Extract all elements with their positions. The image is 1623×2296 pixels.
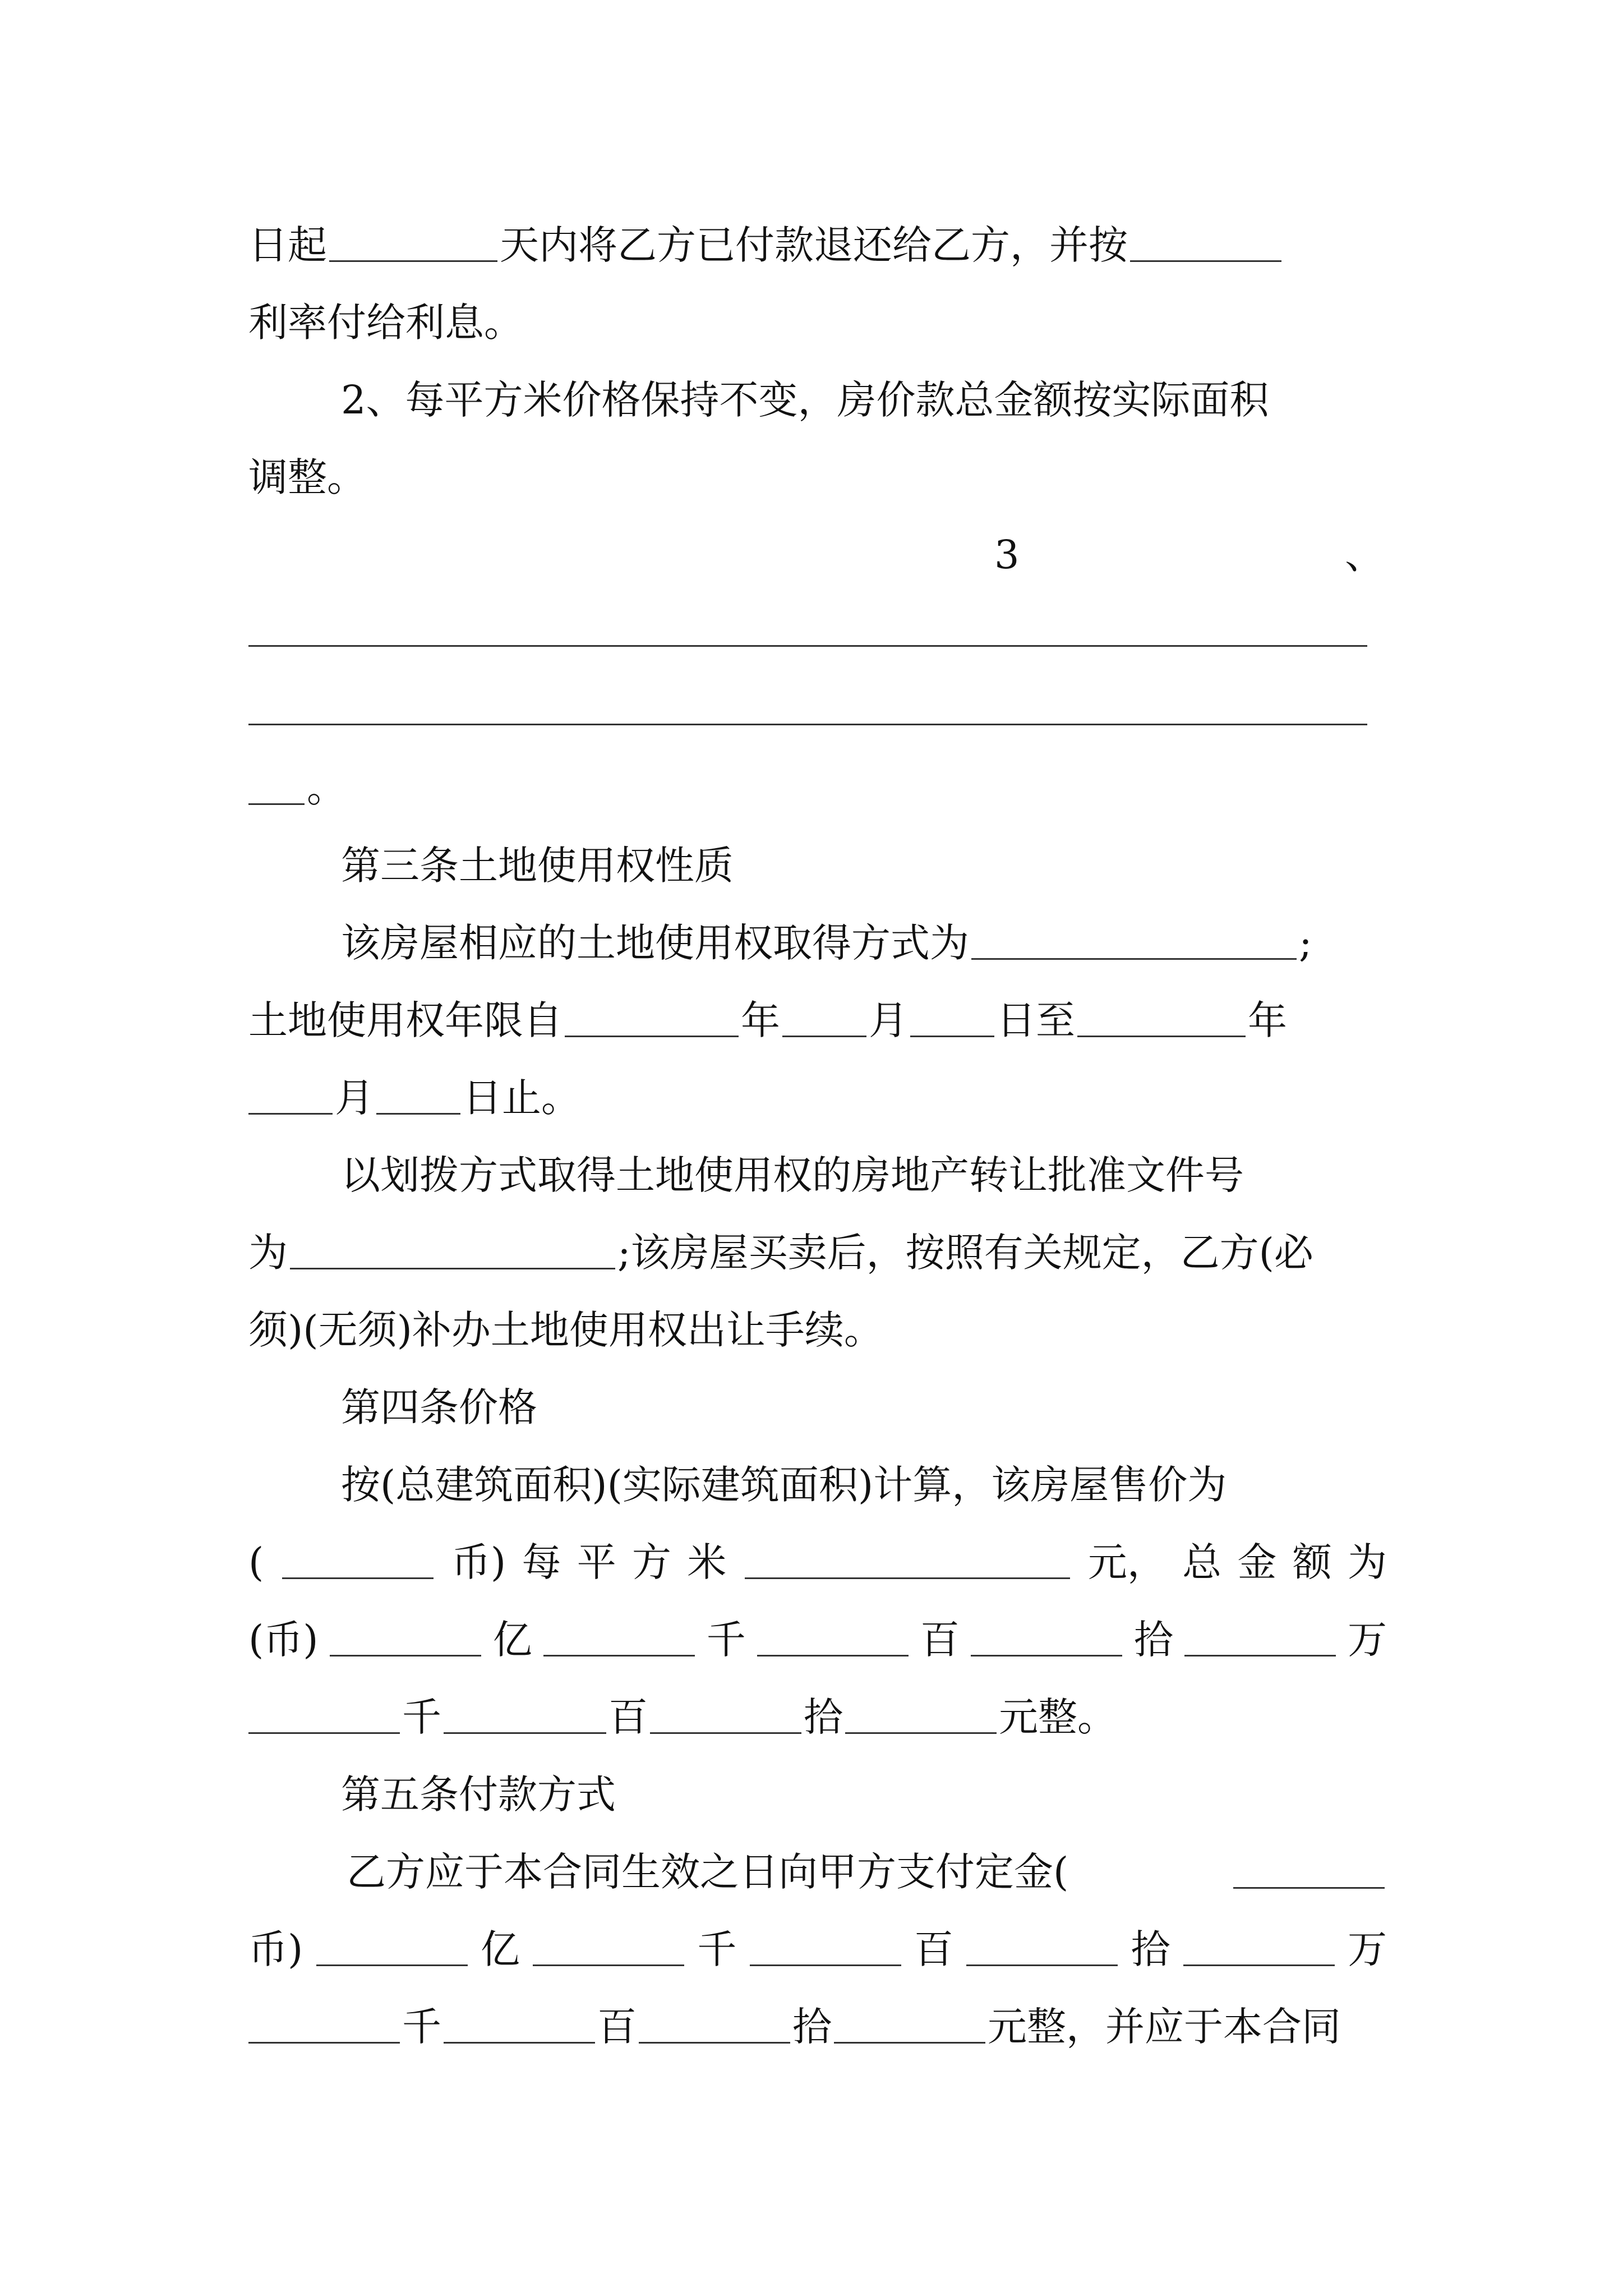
text-fragment: 日起 <box>248 222 327 268</box>
text-fragment: 日至 <box>997 997 1075 1043</box>
text-fragment: 金 <box>1237 1539 1277 1585</box>
fill-blank <box>750 1931 901 1966</box>
text-fragment: 百 <box>920 1617 960 1663</box>
text-line <box>341 918 1387 968</box>
fill-blank <box>444 2008 595 2044</box>
section-heading <box>341 840 1387 891</box>
text-fragment: 元整。 <box>999 1694 1117 1740</box>
fill-blank <box>282 1544 434 1579</box>
fill-blank <box>316 1931 468 1966</box>
text-fragment: 。 <box>307 765 346 811</box>
fill-blank-line <box>248 724 1367 725</box>
text-fragment: ;该房屋买卖后，按照有关规定，乙方(必 <box>617 1230 1313 1276</box>
text-fragment: 该房屋相应的土地使用权取得方式为 <box>341 920 969 966</box>
text-line <box>341 1150 1387 1200</box>
text-fragment: 拾 <box>1133 1617 1173 1663</box>
text-line <box>248 1924 1387 1975</box>
text-fragment: 拾 <box>792 2004 832 2050</box>
text-line <box>248 2001 1387 2052</box>
text-fragment: 币) <box>451 1539 506 1585</box>
fill-blank <box>329 227 497 262</box>
fill-blank <box>845 1699 997 1734</box>
text-fragment: 按(总建筑面积)(实际建筑面积)计算，该房屋售价为 <box>341 1462 1227 1508</box>
text-fragment: 千 <box>402 1694 441 1740</box>
text-fragment: 利率付给利息。 <box>248 300 523 346</box>
text-line <box>248 1073 1387 1123</box>
text-line <box>341 375 1387 425</box>
fill-blank <box>1184 1621 1336 1657</box>
fill-blank <box>782 1002 866 1037</box>
text-fragment: 第五条付款方式 <box>341 1772 616 1818</box>
fill-blank <box>248 770 305 805</box>
text-fragment: 元整，并应于本合同 <box>988 2004 1341 2050</box>
fill-blank <box>330 1621 481 1657</box>
text-line <box>248 452 1387 503</box>
text-fragment: 百 <box>597 2004 637 2050</box>
text-fragment: 日止。 <box>463 1075 580 1121</box>
text-line <box>248 220 1387 270</box>
text-fragment: ( <box>248 1539 264 1585</box>
text-fragment: 年 <box>1248 997 1287 1043</box>
text-fragment: 年 <box>741 997 780 1043</box>
text-fragment: 2、每平方米价格保持不变，房价款总金额按实际面积 <box>341 377 1269 423</box>
fill-blank <box>971 1621 1122 1657</box>
text-fragment: 百 <box>608 1694 648 1740</box>
text-line <box>248 1692 1387 1742</box>
text-line <box>248 1614 1387 1665</box>
fill-blank <box>1233 1853 1385 1889</box>
text-fragment: 乙方应于本合同生效之日向甲方支付定金( <box>347 1849 1069 1895</box>
fill-blank <box>757 1621 909 1657</box>
fill-blank <box>745 1544 1070 1579</box>
text-fragment: 每 <box>522 1539 561 1585</box>
text-line <box>341 1460 1387 1510</box>
text-fragment: 元， <box>1087 1539 1166 1585</box>
fill-blank <box>444 1699 606 1734</box>
fill-blank <box>1130 227 1281 262</box>
fill-blank <box>834 2008 985 2044</box>
text-fragment: 须)(无须)补办土地使用权出让手续。 <box>248 1307 883 1353</box>
text-fragment: 拾 <box>1131 1926 1170 1972</box>
fill-blank <box>966 1931 1118 1966</box>
text-fragment: 千 <box>706 1617 746 1663</box>
fill-blank <box>565 1002 739 1037</box>
fill-blank <box>910 1002 994 1037</box>
fill-blank <box>971 924 1297 960</box>
text-fragment: 百 <box>914 1926 953 1972</box>
text-fragment: 月 <box>335 1075 374 1121</box>
section-heading <box>341 1382 1387 1433</box>
fill-blank <box>290 1234 615 1269</box>
fill-blank <box>248 1079 333 1115</box>
text-fragment: 第三条土地使用权性质 <box>341 843 734 889</box>
fill-blank <box>248 2008 400 2044</box>
text-fragment: 为 <box>248 1230 288 1276</box>
text-line <box>248 297 1387 348</box>
text-line <box>248 1227 1387 1278</box>
fill-blank <box>650 1699 801 1734</box>
fill-blank <box>533 1931 684 1966</box>
fill-blank <box>639 2008 790 2044</box>
text-fragment: 万 <box>1347 1617 1387 1663</box>
fill-blank <box>543 1621 695 1657</box>
text-fragment: 平 <box>577 1539 616 1585</box>
text-fragment: 为 <box>1348 1539 1387 1585</box>
text-line <box>248 1537 1387 1588</box>
text-line <box>248 995 1387 1046</box>
section-heading <box>341 1769 1387 1820</box>
text-fragment: 亿 <box>492 1617 532 1663</box>
item-number: 3 <box>994 532 1020 578</box>
text-fragment: 天内将乙方已付款退还给乙方，并按 <box>500 222 1128 268</box>
text-line <box>347 1847 1387 1897</box>
text-line <box>248 763 1387 813</box>
text-fragment: (币) <box>248 1617 319 1663</box>
fill-blank-line <box>248 645 1367 647</box>
text-line <box>248 1305 1387 1355</box>
text-fragment: 第四条价格 <box>341 1384 537 1430</box>
text-fragment: 币) <box>248 1926 303 1972</box>
text-fragment: 拾 <box>804 1694 843 1740</box>
fill-blank <box>1077 1002 1246 1037</box>
text-fragment: 以划拨方式取得土地使用权的房地产转让批准文件号 <box>341 1152 1244 1198</box>
text-fragment: 亿 <box>480 1926 520 1972</box>
item-separator: 、 <box>1345 532 1384 578</box>
text-fragment: 千 <box>402 2004 441 2050</box>
text-fragment: 米 <box>687 1539 727 1585</box>
fill-blank <box>1183 1931 1335 1966</box>
text-fragment: 千 <box>697 1926 737 1972</box>
text-fragment: 土地使用权年限自 <box>248 997 562 1043</box>
text-fragment: 万 <box>1347 1926 1387 1972</box>
text-fragment: 月 <box>869 997 908 1043</box>
text-fragment: 总 <box>1182 1539 1222 1585</box>
text-fragment: 调整。 <box>248 454 366 500</box>
text-fragment: ; <box>1299 920 1312 966</box>
text-fragment: 方 <box>632 1539 672 1585</box>
text-line <box>248 530 1387 580</box>
fill-blank <box>376 1079 460 1115</box>
text-fragment: 额 <box>1292 1539 1332 1585</box>
fill-blank <box>248 1699 400 1734</box>
